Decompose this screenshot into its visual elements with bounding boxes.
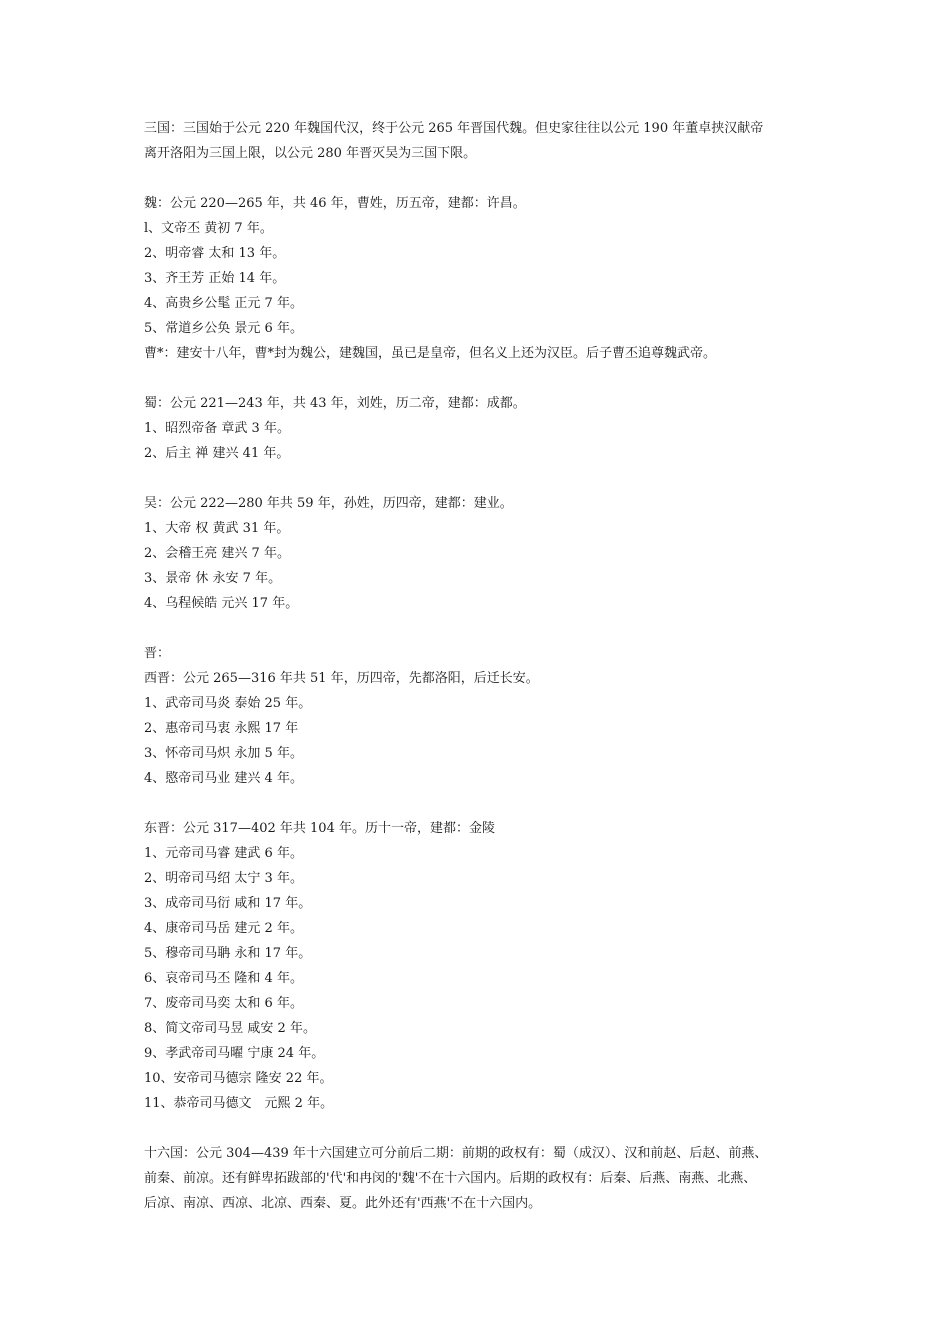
wei-section — [144, 191, 824, 366]
list-item: 2、明帝司马绍 太宁 3 年。 — [144, 871, 303, 886]
list-item: 5、穆帝司马聃 永和 17 年。 — [144, 946, 312, 961]
list-item: 1、元帝司马睿 建武 6 年。 — [144, 846, 303, 861]
section-heading: 蜀：公元 221—243 年，共 43 年，刘姓，历二帝，建都：成都。 — [144, 396, 526, 411]
subsection-heading: 西晋：公元 265—316 年共 51 年，历四帝，先都洛阳，后迁长安。 — [144, 671, 539, 686]
list-item: 4、愍帝司马业 建兴 4 年。 — [144, 771, 303, 786]
list-item: 2、后主 禅 建兴 41 年。 — [144, 446, 290, 461]
section-heading: 吴：公元 222—280 年共 59 年，孙姓，历四帝，建都：建业。 — [144, 496, 513, 511]
list-item: 9、孝武帝司马曜 宁康 24 年。 — [144, 1046, 325, 1061]
section-heading: 魏：公元 220—265 年，共 46 年，曹姓，历五帝，建都：许昌。 — [144, 196, 526, 211]
list-item: 1、昭烈帝备 章武 3 年。 — [144, 421, 290, 436]
list-item: 4、乌程候皓 元兴 17 年。 — [144, 596, 299, 611]
text-line: 前秦、前凉。还有鲜卑拓跋部的'代'和冉闵的'魏'不在十六国内。后期的政权有：后秦、后燕、南燕、北燕、 — [144, 1171, 757, 1186]
list-item: 5、常道乡公奂 景元 6 年。 — [144, 321, 303, 336]
sixteen-kingdoms-paragraph — [144, 1141, 824, 1216]
document-page — [144, 116, 824, 1216]
jin-section — [144, 641, 824, 791]
list-item: 3、景帝 休 永安 7 年。 — [144, 571, 282, 586]
list-item: 6、哀帝司马丕 隆和 4 年。 — [144, 971, 303, 986]
list-item: 7、废帝司马奕 太和 6 年。 — [144, 996, 303, 1011]
section-heading: 东晋：公元 317—402 年共 104 年。历十一帝，建都：金陵 — [144, 821, 495, 836]
shu-section — [144, 391, 824, 466]
text-line: 后凉、南凉、西凉、北凉、西秦、夏。此外还有'西燕'不在十六国内。 — [144, 1196, 542, 1211]
list-item: 2、会稽王亮 建兴 7 年。 — [144, 546, 290, 561]
list-item: 4、康帝司马岳 建元 2 年。 — [144, 921, 303, 936]
section-note: 曹*：建安十八年，曹*封为魏公，建魏国，虽已是皇帝，但名义上还为汉臣。后子曹丕追尊魏武帝。 — [144, 346, 717, 361]
list-item: 2、惠帝司马衷 永熙 17 年 — [144, 721, 299, 736]
east-jin-section — [144, 816, 824, 1116]
text-line: 十六国：公元 304—439 年十六国建立可分前后二期：前期的政权有：蜀（成汉）、汉和前赵、后赵、前燕、 — [144, 1146, 768, 1161]
list-item: 2、明帝睿 太和 13 年。 — [144, 246, 286, 261]
list-item: 10、安帝司马德宗 隆安 22 年。 — [144, 1071, 333, 1086]
list-item: 1、大帝 权 黄武 31 年。 — [144, 521, 290, 536]
text-line: 三国：三国始于公元 220 年魏国代汉，终于公元 265 年晋国代魏。但史家往往以公元 190 年董卓挟汉献帝 — [144, 121, 764, 136]
list-item: 1、武帝司马炎 泰始 25 年。 — [144, 696, 312, 711]
list-item: 3、怀帝司马炽 永加 5 年。 — [144, 746, 303, 761]
list-item: 3、齐王芳 正始 14 年。 — [144, 271, 286, 286]
list-item: 11、恭帝司马德文 元熙 2 年。 — [144, 1096, 334, 1111]
list-item: 8、简文帝司马昱 咸安 2 年。 — [144, 1021, 316, 1036]
list-item: 4、高贵乡公髦 正元 7 年。 — [144, 296, 303, 311]
list-item: 3、成帝司马衍 咸和 17 年。 — [144, 896, 312, 911]
intro-paragraph — [144, 116, 824, 166]
text-line: 离开洛阳为三国上限，以公元 280 年晋灭吴为三国下限。 — [144, 146, 477, 161]
list-item: l、文帝丕 黄初 7 年。 — [144, 221, 273, 236]
section-heading: 晋： — [144, 646, 171, 661]
wu-section — [144, 491, 824, 616]
